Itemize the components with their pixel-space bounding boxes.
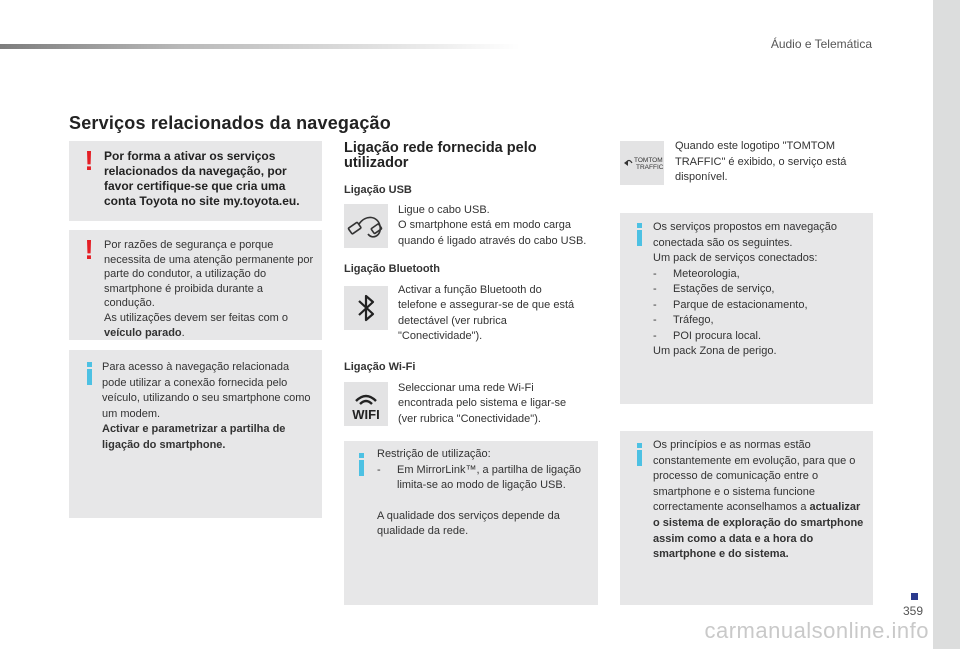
warning-account-text: Por forma a ativar os serviços relacionados da navegação, por favor certifique-se que cria uma conta Toyota no site my.toyota.eu. (104, 149, 300, 208)
info-icon (632, 223, 646, 246)
info-modem-body: Para acesso à navegação relacionada pode utilizar a conexão fornecida pelo veículo, utilizando o seu smartphone como um modem. (102, 361, 311, 420)
page-side-tab (933, 0, 960, 649)
warning-icon: ! (84, 234, 94, 265)
warning-icon: ! (84, 145, 94, 176)
restriction-item: - Em MirrorLink™, a partilha de ligação limita-se ao modo de ligação USB. (377, 463, 589, 494)
bluetooth-icon (344, 286, 388, 330)
tomtom-logo-line1: TOMTOM (634, 157, 663, 164)
wifi-text: Seleccionar uma rede Wi-Fi encontrada pelo sistema e ligar-se (ver rubrica "Conectividade"). (398, 382, 567, 425)
watermark: carmanualsonline.info (704, 618, 929, 643)
service-item: - POI procura local. (653, 329, 865, 345)
wifi-title: Ligação Wi-Fi (344, 361, 416, 373)
services-footer: Um pack Zona de perigo. (653, 345, 777, 357)
info-icon (82, 362, 96, 385)
bluetooth-text: Activar a função Bluetooth do telefone e assegurar-se de que está detectável (ver rubrica "Conectividade"). (398, 284, 575, 343)
page-number: 359 (902, 604, 923, 618)
usb-text: Ligue o cabo USB. O smartphone está em modo carga quando é ligado através do cabo USB. (398, 204, 587, 247)
service-item: - Parque de estacionamento, (653, 298, 865, 314)
principles-text (653, 438, 867, 563)
info-modem-text (102, 360, 314, 454)
service-item: - Tráfego, (653, 313, 865, 329)
chapter-title: Áudio e Telemática (770, 37, 872, 51)
restriction-list (377, 463, 589, 494)
tomtom-text: Quando este logotipo "TOMTOM TRAFFIC" é exibido, o serviço está disponível. (675, 140, 847, 183)
info-modem-bold: Activar e parametrizar a partilha de ligação do smartphone. (102, 423, 286, 451)
usb-title: Ligação USB (344, 184, 412, 196)
info-box-services (620, 213, 873, 404)
network-heading: Ligação rede fornecida pelo utilizador (344, 140, 537, 171)
page-marker (911, 593, 918, 600)
warning-safety-text (104, 238, 316, 340)
restriction-intro: Restrição de utilização: (377, 448, 491, 460)
info-box-modem (69, 350, 322, 518)
wifi-icon-label: WIFI (352, 407, 380, 422)
service-item: - Meteorologia, (653, 267, 865, 283)
principles-bold: actualizar o sistema de exploração do smartphone assim como a data e a hora do smartphone e do sistema. (653, 501, 864, 561)
restriction-text (377, 447, 589, 540)
quality-note: A qualidade dos serviços depende da qualidade da rede. (377, 509, 560, 538)
tomtom-logo-line2: TRAFFIC (636, 164, 664, 171)
services-text (653, 220, 865, 360)
info-icon (632, 443, 646, 466)
info-box-principles (620, 431, 873, 605)
warning-safety-end: . (181, 326, 185, 339)
info-box-restriction (344, 441, 598, 605)
wifi-icon (344, 382, 388, 426)
services-list (653, 267, 865, 345)
service-item: - Estações de serviço, (653, 282, 865, 298)
warning-box-safety (69, 230, 322, 340)
warning-safety-body: Por razões de segurança e porque necessita de uma atenção permanente por parte do condutor, a utilização do smartphone é proibida durante a condução. As utilizações devem ser feitas com o (104, 239, 314, 324)
info-icon (354, 453, 368, 476)
warning-safety-bold: veículo parado (104, 326, 182, 339)
services-intro: Os serviços propostos em navegação conectada são os seguintes. Um pack de serviços conectados: (653, 221, 838, 264)
bluetooth-title: Ligação Bluetooth (344, 263, 440, 275)
warning-box-account (69, 141, 322, 221)
tomtom-traffic-logo (620, 141, 664, 185)
header-gradient-bar (0, 44, 520, 49)
principles-body: Os princípios e as normas estão constantemente em evolução, para que o processo de comunicação entre o smartphone e o sistema funcione correctamente aconselhamos a (653, 439, 856, 514)
usb-cable-icon (344, 204, 388, 248)
page-title: Serviços relacionados da navegação (69, 113, 391, 133)
